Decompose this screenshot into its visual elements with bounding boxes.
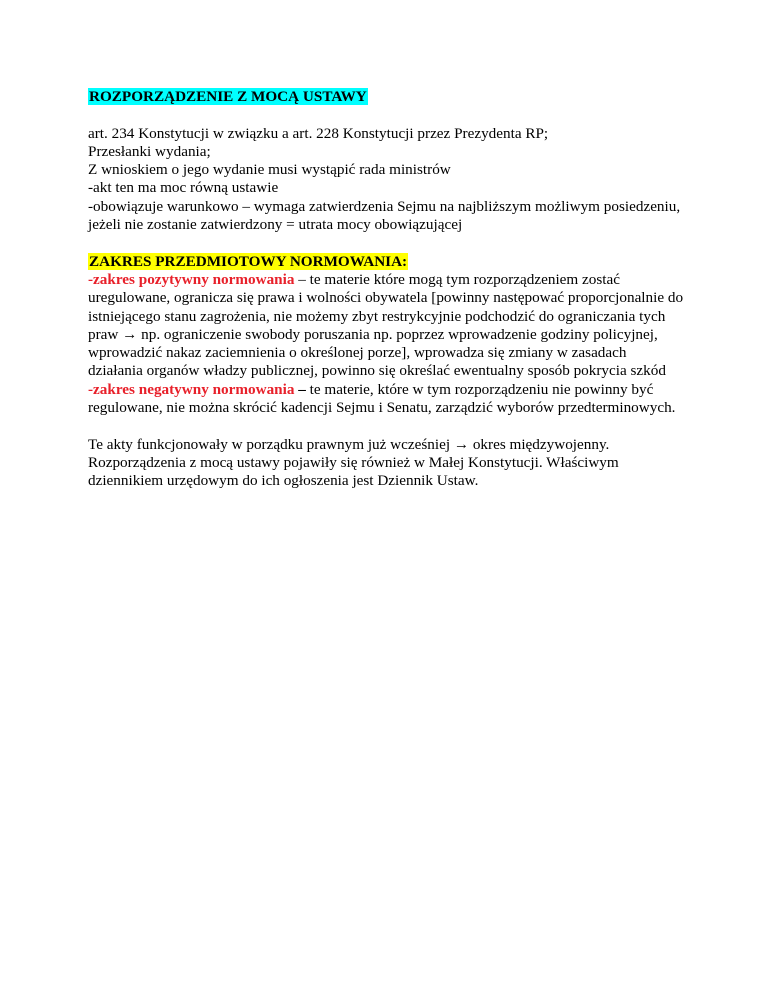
positive-scope-text: – te materie które mogą tym rozporządzeniem zostać <box>294 270 620 288</box>
heading-row-2 <box>88 253 688 271</box>
text-line: dziennikiem urzędowym do ich ogłoszenia jest Dziennik Ustaw. <box>88 472 479 490</box>
section-history <box>88 436 688 491</box>
negative-scope-label: -zakres negatywny normowania <box>88 380 295 398</box>
section-negative-scope <box>88 381 688 418</box>
section-legal-basis <box>88 125 688 235</box>
positive-scope-label: -zakres pozytywny normowania <box>88 270 295 288</box>
text-line: działania organów władzy publicznej, powinno się określać ewentualny sposób pokrycia szkód <box>88 362 666 380</box>
text-line: wprowadzić nakaz zaciemnienia o określonej porze], wprowadza się zmiany w zasadach <box>88 344 627 362</box>
text-line: Te akty funkcjonowały w porządku prawnym już wcześniej → okres międzywojenny. <box>88 435 610 453</box>
text-line: -obowiązuje warunkowo – wymaga zatwierdzenia Sejmu na najbliższym możliwym posiedzeniu, <box>88 197 681 215</box>
text-line: uregulowane, ogranicza się prawa i wolności obywatela [powinny następować proporcjonalnie do <box>88 289 684 307</box>
heading-decree: ROZPORZĄDZENIE Z MOCĄ USTAWY <box>89 88 367 105</box>
text-line: jeżeli nie zostanie zatwierdzony = utrata mocy obowiązującej <box>88 216 463 234</box>
section-positive-scope <box>88 271 688 381</box>
spacer <box>88 417 688 435</box>
text-line: Przesłanki wydania; <box>88 142 211 160</box>
text-line: praw → np. ograniczenie swobody poruszania np. poprzez wprowadzenie godziny policyjnej, <box>88 325 658 343</box>
spacer <box>88 106 688 124</box>
document-content <box>88 88 688 491</box>
text-line: -akt ten ma moc równą ustawie <box>88 179 279 197</box>
negative-scope-dash: – <box>294 380 306 398</box>
negative-scope-text: te materie, które w tym rozporządzeniu nie powinny być <box>305 380 654 398</box>
heading-row-1 <box>88 88 688 106</box>
text-line <box>88 271 688 289</box>
spacer <box>88 234 688 252</box>
text-line: Rozporządzenia z mocą ustawy pojawiły się również w Małej Konstytucji. Właściwym <box>88 453 619 471</box>
text-line: Z wnioskiem o jego wydanie musi wystąpić rada ministrów <box>88 161 451 179</box>
text-line: istniejącego stanu zagrożenia, nie możemy zbyt restrykcyjnie podchodzić do ograniczania tych <box>88 307 666 325</box>
text-line <box>88 381 688 399</box>
text-line: regulowane, nie można skrócić kadencji Sejmu i Senatu, zarządzić wyborów przedterminowych. <box>88 399 676 417</box>
heading-scope: ZAKRES PRZEDMIOTOWY NORMOWANIA: <box>89 252 408 270</box>
text-line: art. 234 Konstytucji w związku a art. 228 Konstytucji przez Prezydenta RP; <box>88 124 549 142</box>
